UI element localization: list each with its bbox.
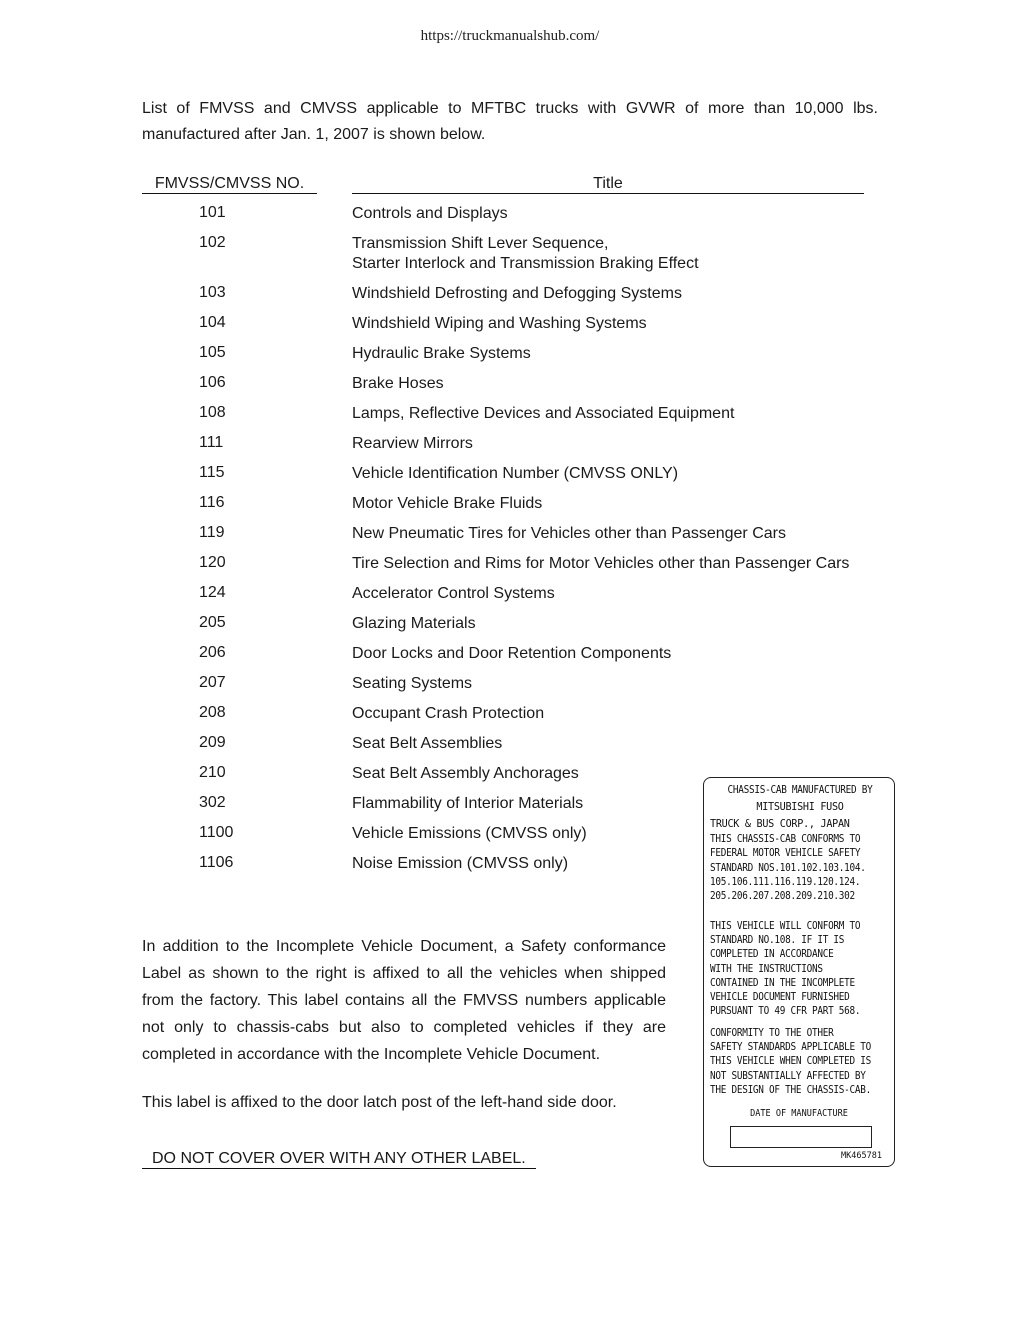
label-line: 205.206.207.208.209.210.302 <box>710 891 855 903</box>
warning-text: DO NOT COVER OVER WITH ANY OTHER LABEL. <box>142 1150 536 1169</box>
standard-title: Door Locks and Door Retention Components <box>352 645 672 662</box>
standard-number: 205 <box>199 614 226 631</box>
label-description: In addition to the Incomplete Vehicle Document, a Safety conformance Label as shown to the right is affixed to all the vehicles when shipped from the factory. This label contains all the FMVSS numbers applicable not only to chassis-cabs but also to completed vehicles if they are completed in accordance with the Incomplete Vehicle Document. <box>142 938 666 1063</box>
standard-number: 206 <box>199 644 226 661</box>
safety-conformance-label <box>703 777 895 1167</box>
standard-number: 1100 <box>199 824 234 841</box>
standard-number: 1106 <box>199 854 234 871</box>
table-row <box>0 204 1020 234</box>
column-header-number: FMVSS/CMVSS NO. <box>142 175 317 194</box>
label-line: COMPLETED IN ACCORDANCE <box>710 949 834 961</box>
table-row <box>0 464 1020 494</box>
table-row <box>0 614 1020 644</box>
standard-number: 120 <box>199 554 226 571</box>
standard-number: 124 <box>199 584 226 601</box>
table-row <box>0 314 1020 344</box>
standard-number: 104 <box>199 314 226 331</box>
standard-title: Occupant Crash Protection <box>352 705 545 722</box>
standard-title: Windshield Defrosting and Defogging Systems <box>352 285 682 302</box>
label-line: THE DESIGN OF THE CHASSIS-CAB. <box>710 1084 872 1096</box>
page-url: https://truckmanualshub.com/ <box>420 28 600 44</box>
standard-number: 103 <box>199 284 226 301</box>
label-line: WITH THE INSTRUCTIONS <box>710 963 823 975</box>
table-row <box>0 674 1020 704</box>
label-other-standards-block <box>710 1027 890 1098</box>
standard-number: 208 <box>199 704 226 721</box>
standard-title: Glazing Materials <box>352 615 476 632</box>
standard-number: 115 <box>199 464 225 481</box>
table-row <box>0 494 1020 524</box>
standard-title: Hydraulic Brake Systems <box>352 345 531 362</box>
standard-number: 116 <box>199 494 225 511</box>
label-line: CONFORMITY TO THE OTHER <box>710 1028 834 1039</box>
standard-number: 108 <box>199 404 226 421</box>
label-line: CHASSIS-CAB MANUFACTURED BY <box>727 785 873 796</box>
standard-title: Vehicle Identification Number (CMVSS ONLY) <box>352 465 679 482</box>
standard-number: 210 <box>199 764 226 781</box>
label-line: VEHICLE DOCUMENT FURNISHED <box>710 992 850 1004</box>
label-location-note: This label is affixed to the door latch post of the left-hand side door. <box>142 1094 617 1111</box>
label-line: STANDARD NO.108. IF IT IS <box>710 935 845 947</box>
standard-number: 207 <box>199 674 226 691</box>
standard-title: Accelerator Control Systems <box>352 585 555 602</box>
column-header-title: Title <box>352 175 864 194</box>
intro-text: List of FMVSS and CMVSS applicable to MFTBC trucks with GVWR of more than 10,000 lbs. manufactured after Jan. 1, 2007 is shown below. <box>142 100 878 143</box>
standard-number: 101 <box>199 204 226 221</box>
date-of-manufacture-box <box>730 1126 872 1148</box>
table-row <box>0 584 1020 614</box>
standard-number: 105 <box>199 344 226 361</box>
standard-title: Vehicle Emissions (CMVSS only) <box>352 825 587 842</box>
label-line: PURSUANT TO 49 CFR PART 568. <box>710 1006 861 1018</box>
label-line: STANDARD NOS.101.102.103.104. <box>710 862 866 874</box>
standard-title: Windshield Wiping and Washing Systems <box>352 315 647 332</box>
table-row <box>0 644 1020 674</box>
label-part-number: MK465781 <box>841 1151 882 1161</box>
standard-title: New Pneumatic Tires for Vehicles other than Passenger Cars <box>352 525 786 542</box>
label-line: THIS CHASSIS-CAB CONFORMS TO <box>710 834 861 846</box>
table-row <box>0 404 1020 434</box>
standard-title: Rearview Mirrors <box>352 435 473 452</box>
table-row <box>0 554 1020 584</box>
label-line: THIS VEHICLE WILL CONFORM TO <box>710 921 861 932</box>
table-row <box>0 374 1020 404</box>
standard-title: Seating Systems <box>352 675 473 692</box>
label-line: 105.106.111.116.119.120.124. <box>710 876 861 888</box>
table-row <box>0 524 1020 554</box>
standard-title: Tire Selection and Rims for Motor Vehicles other than Passenger Cars <box>352 555 850 572</box>
standard-title: Lamps, Reflective Devices and Associated Equipment <box>352 405 735 422</box>
standard-title-line2: Starter Interlock and Transmission Braking Effect <box>352 255 699 272</box>
standard-title: Controls and Displays <box>352 205 508 222</box>
standard-number: 119 <box>199 524 225 541</box>
standard-title: Noise Emission (CMVSS only) <box>352 855 569 872</box>
standard-number: 106 <box>199 374 226 391</box>
standard-title-line1: Transmission Shift Lever Sequence, <box>352 235 609 252</box>
label-line: FEDERAL MOTOR VEHICLE SAFETY <box>710 848 861 860</box>
table-row <box>0 284 1020 314</box>
standard-title: Flammability of Interior Materials <box>352 795 584 812</box>
date-of-manufacture-label: DATE OF MANUFACTURE <box>750 1108 848 1119</box>
standard-title: Motor Vehicle Brake Fluids <box>352 495 543 512</box>
label-line: MITSUBISHI FUSO <box>756 800 844 814</box>
table-row <box>0 704 1020 734</box>
standard-number: 102 <box>199 234 226 251</box>
label-line: SAFETY STANDARDS APPLICABLE TO <box>710 1042 872 1054</box>
table-row <box>0 234 1020 284</box>
label-line: NOT SUBSTANTIALLY AFFECTED BY <box>710 1070 866 1082</box>
table-row <box>0 434 1020 464</box>
standard-number: 209 <box>199 734 226 751</box>
standard-title: Seat Belt Assemblies <box>352 735 503 752</box>
table-row <box>0 734 1020 764</box>
label-line: THIS VEHICLE WHEN COMPLETED IS <box>710 1056 872 1068</box>
label-conformance-block <box>710 920 890 1019</box>
standard-title <box>352 234 699 274</box>
label-line: CONTAINED IN THE INCOMPLETE <box>710 977 855 989</box>
table-row <box>0 344 1020 374</box>
label-manufacturer-block <box>710 784 890 904</box>
standard-title: Brake Hoses <box>352 375 444 392</box>
standard-number: 302 <box>199 794 226 811</box>
label-line: TRUCK & BUS CORP., JAPAN <box>710 817 850 831</box>
standard-title: Seat Belt Assembly Anchorages <box>352 765 579 782</box>
standard-number: 111 <box>199 434 224 451</box>
